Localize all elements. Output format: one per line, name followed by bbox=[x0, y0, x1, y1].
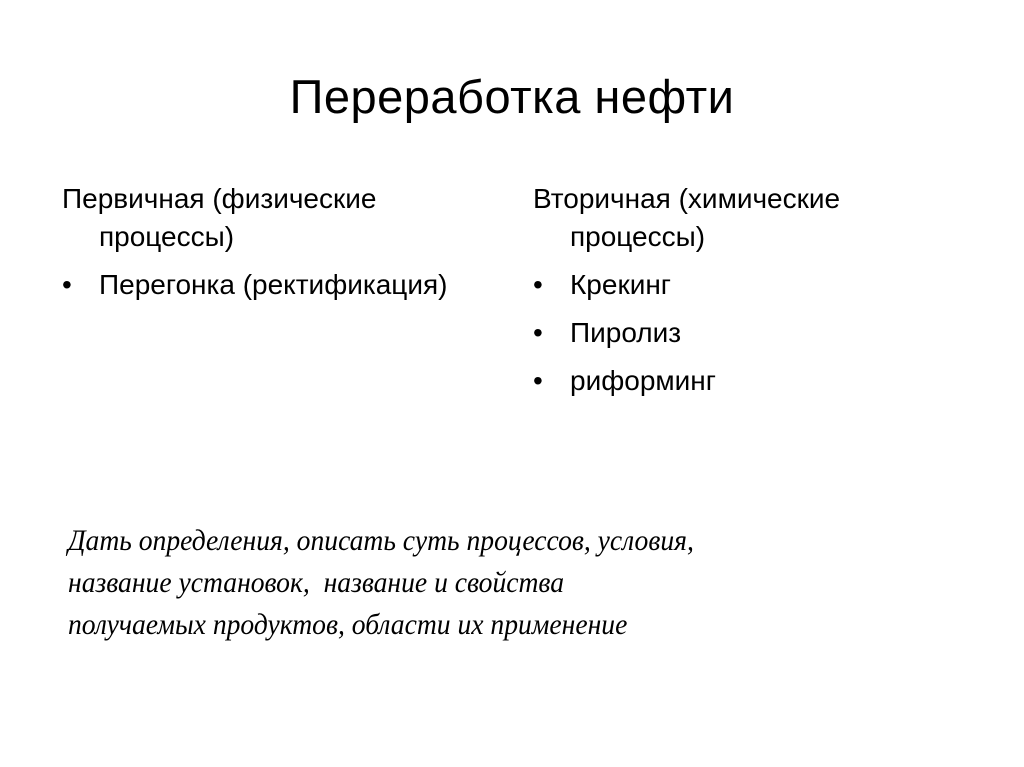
list-item-label: Перегонка (ректификация) bbox=[99, 269, 448, 300]
list-item bbox=[533, 314, 953, 352]
secondary-heading: Вторичная (химические процессы) bbox=[533, 183, 841, 252]
list-item-label: Пиролиз bbox=[570, 317, 682, 348]
list-item-label: Крекинг bbox=[570, 269, 672, 300]
primary-heading: Первичная (физические процессы) bbox=[62, 183, 377, 252]
bullet-icon: • bbox=[533, 317, 543, 348]
bullet-icon: • bbox=[62, 269, 72, 300]
list-item-label: риформинг bbox=[570, 365, 716, 396]
note-line: получаемых продуктов, области их применение bbox=[68, 608, 628, 641]
note-line: Дать определения, описать суть процессов, условия, bbox=[68, 524, 694, 557]
slide-title: Переработка нефти bbox=[289, 70, 735, 123]
note-line: название установок, название и свойства bbox=[68, 566, 565, 599]
list-item bbox=[533, 266, 953, 304]
bullet-icon: • bbox=[533, 269, 543, 300]
assignment-note bbox=[68, 520, 822, 646]
list-item bbox=[62, 266, 482, 304]
list-item bbox=[533, 362, 953, 400]
bullet-icon: • bbox=[533, 365, 543, 396]
primary-processing-column bbox=[62, 180, 482, 314]
secondary-processing-column bbox=[533, 180, 953, 410]
